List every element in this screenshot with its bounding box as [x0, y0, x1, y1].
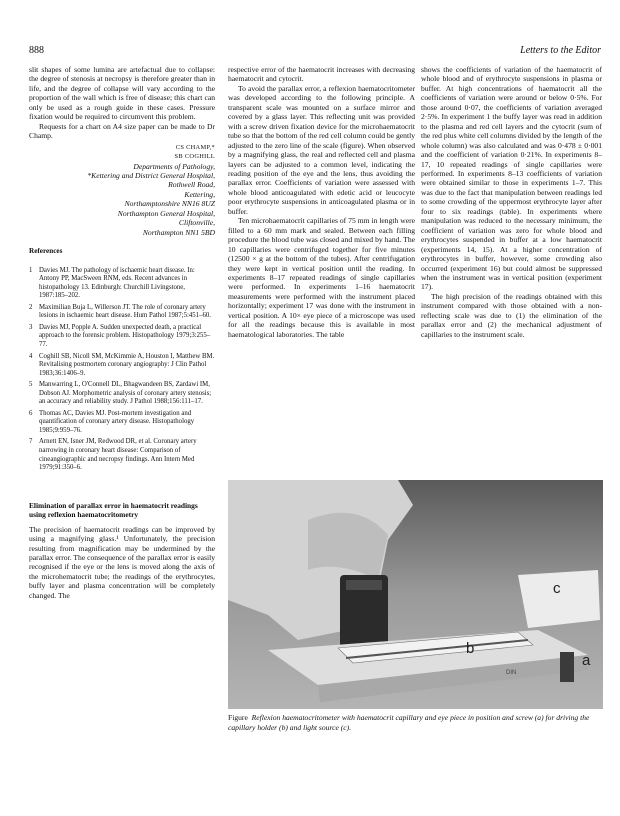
paragraph: The high precision of the readings obtained with this instrument compared with those obtained with a non-reflecting scale was due to (1) the elimination of the parallax error and (2) the mechanical adjustment of capillaries to the instrument scale.: [421, 291, 602, 339]
reference-item: 7 Arnett EN, Isner JM, Redwood DR, et al. Coronary artery narrowing in coronary heart disease: Comparison of cineangiographic and necropsy findings. Ann Intern Med 1979;91:350–6.: [29, 438, 197, 472]
haematocritometer-photo: [228, 480, 603, 709]
figure-label-a: a: [582, 652, 591, 669]
reference-item: 6 Thomas AC, Davies MJ. Post-mortem investigation and quantification of coronary artery disease. Histopathology 1985;9:959–76.: [29, 409, 195, 434]
address-line: Northamptonshire NN16 8UZ: [124, 199, 215, 209]
paragraph: slit shapes of some lumina are artefactual due to collapse: the degree of stenosis at necropsy is therefore greater than in life, and the degree of collapse will vary according to the proportion of the wall which is free of disease; this chart can only be used as a rough guide in these cases. Pressure fixation would be required to circumvent this problem.: [29, 65, 215, 122]
address-line: *Kettering and District General Hospital,: [87, 170, 215, 180]
column-3: [421, 65, 602, 339]
caption-label: Figure: [228, 713, 248, 722]
address-line: Cliftonville,: [178, 218, 215, 228]
paragraph: Requests for a chart on A4 size paper can be made to Dr Champ.: [29, 121, 215, 141]
reference-list: [29, 267, 215, 473]
paragraph: The precision of haematocrit readings can be improved by using a magnifying glass.¹ Unfortunately, the precision resulting from magnification may be undermined by the parallax error. The consequence of the parallax error is easily recognised if the eye or the lens is moved along the axis of the microhematocrit tube; the readings of the erythrocytes, buffy layer and plasma concentration will be completely changed. The: [29, 524, 215, 600]
reference-item: 4 Coghill SB, Nicoll SM, McKimmie A, Houston I, Matthew BM. Revitalising postmortem coronary angiography: J Clin Pathol 1983;36:1406–9.: [29, 352, 215, 377]
figure-caption: [228, 713, 603, 732]
author-signature: CS CHAMP,*: [175, 143, 215, 151]
paragraph: shows the coefficients of variation of the haematocrit of whole blood and of erythrocyte suspensions in plasma or buffer. At high concentrations of haematocrit all the coefficients of variation were around or below 0·5%. For those around 0·07, the coefficients of variation averaged 2·5%. In experiment 1 the buffy layer was read in addition to the plasma and red cell layers and the cytocrit (sum of the red plus white cell columns divided by the length of the whole column) was also calculated and was 0·478 ± 0·001 and the coefficient of variation 0·21%. In experiments 8–17, 10 repeated readings of single capillaries were performed. In experiments 8–13 coefficients of variation were obtained similar to those in experiments 1–7. This was due to the fact that manipulation between readings led to some crowding of the uppermost erythrocyte layer after four to six readings (table). In experiments where manipulation was reduced to the necessary minimum, the coefficient of variation was zero for whole blood and erythrocytes suspended in buffer at a low haematocrit (experiments 14, 15). At a higher concentration of erythrocytes in buffer, however, some crowding also occurred (experiment 16) but could almost be suppressed when the instrument was in vertical position (experiment 17).: [421, 65, 602, 292]
figure-photo: [228, 480, 603, 709]
figure-label-b: b: [466, 640, 475, 657]
column-2: [228, 65, 415, 339]
column-1: [29, 65, 215, 600]
author-signature: SB COGHILL: [174, 153, 215, 161]
address-line: Northampton NN1 5BD: [142, 227, 215, 237]
references-heading: References: [29, 247, 63, 256]
brand-mark: DIN: [506, 670, 517, 676]
reference-item: 3 Davies MJ, Popple A. Sudden unexpected death, a practical approach to the forensic problem. Histopathology 1979;3:255–77.: [29, 323, 211, 348]
caption-text: Reflexion haematocritometer with haematocrit capillary and eye piece in position and screw (a) for driving the capillary holder (b) and light source (c).: [228, 713, 590, 732]
address-line: Northampton General Hospital,: [117, 208, 215, 218]
author-address: [29, 162, 215, 238]
section-title: Letters to the Editor: [520, 45, 601, 56]
paragraph: To avoid the parallax error, a reflexion haematocritometer was developed according to the following principle. A transparent scale was mounted on a surface mirror and covered by a glass layer. This reflecting unit was provided with a screw driven fixation device for the microhaematocrit tube so that the bottom of the red cell column could be gently adjusted to the zero line of the scale (figure). When observed by a magnifying glass, the real and reflected cell and plasma layers can be adjusted to a common level, indicating the reading position of the eye and the lens, thus avoiding the parallax error. Coefficients of variation were assessed with whole blood anticoagulated with edetic acid or leucocyte poor erythrocyte suspensions in anticoagulated plasma or in buffer.: [228, 83, 415, 216]
address-line: Rothwell Road,: [168, 180, 215, 190]
article-subheading: Elimination of parallax error in haematocrit readings using reflexion haematocritometry: [29, 500, 198, 519]
reference-item: 2 Maximilian Buja L, Willerson JT. The role of coronary artery lesions in ischaemic heart disease. Hum Pathol 1987;5:451–60.: [29, 303, 211, 320]
reference-item: 5 Manwarring L, O'Connell DL, Bhagwandeen BS, Zardawi IM, Dobson AJ. Morphometric analysis of coronary artery stenosis; an accuracy and reliability study. J Pathol 1988;156:111–17.: [29, 381, 212, 406]
address-line: Departments of Pathology,: [133, 161, 215, 171]
paragraph: Ten microhaematocrit capillaries of 75 mm in length were filled to a 60 mm mark and sealed. Between each filling procedure the blood tube was closed and mixed by hand. The 10 capillaries were centrifuged together for five minutes (12500 × g at the bottom of the tubes). After centrifugation they were kept in vertical position until the reading. In experiments 8–17 repeated readings of single capillaries were performed. In experiments 1–16 haematocrit measurements were performed with the instrument placed horizontally; experiment 17 was done with the instrument in vertical position. A 10× eye piece of a microscope was used for all the readings because this is available in most haematological laboratories. The table: [228, 216, 415, 339]
reference-item: 1 Davies MJ. The pathology of ischaemic heart disease. In: Antony PP, MacSween RNM, eds. Recent advances in histopathology 13. Edinburgh: Churchill Livingstone, 1987:185–202.: [29, 266, 195, 300]
paragraph: respective error of the haematocrit increases with decreasing haematocrit and cytocrit.: [228, 65, 415, 84]
page-number: 888: [29, 45, 44, 56]
address-line: Kettering,: [184, 189, 215, 199]
figure-label-c: c: [553, 580, 561, 597]
